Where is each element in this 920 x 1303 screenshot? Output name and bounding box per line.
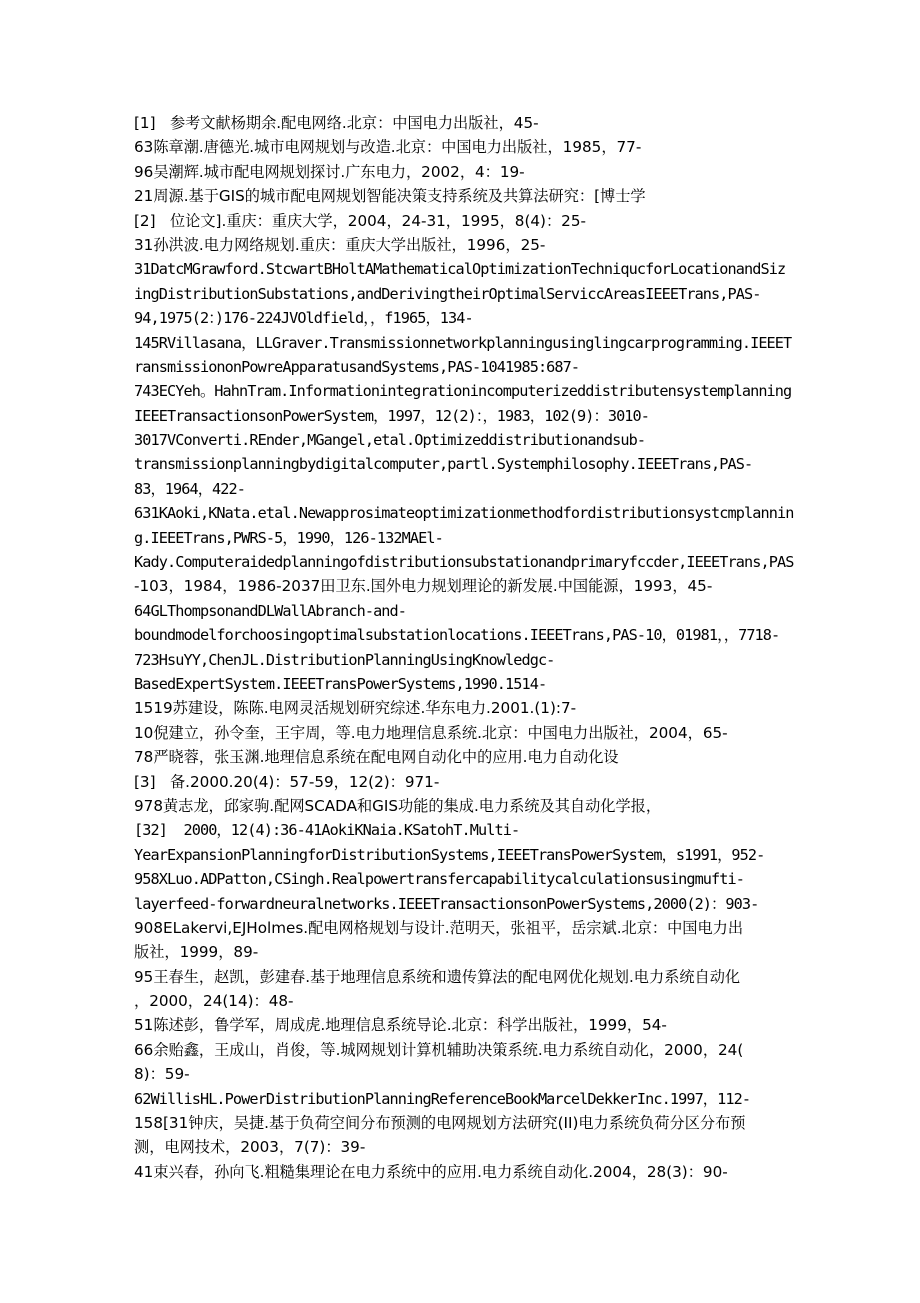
reference-line: 63陈章潮.唐德光.城市电网规划与改造.北京：中国电力出版社，1985，77- [134, 138, 642, 157]
reference-line: 3017VConverti.REnder,MGangel,etal.Optimizeddistributionandsub- [134, 431, 646, 450]
reference-line: [2] 位论文].重庆：重庆大学，2004，24-31，1995，8(4)：25- [134, 211, 586, 230]
reference-line: 21周源.基于GIS的城市配电网规划智能决策支持系统及共算法研究：[博士学 [134, 187, 646, 206]
reference-line: 83，1964，422- [134, 479, 246, 498]
reference-line: [1] 参考文献杨期余.配电网络.北京：中国电力出版社，45- [134, 114, 539, 132]
reference-line: 78严晓蓉，张玉渊.地理信息系统在配电网自动化中的应用.电力自动化设 [134, 748, 619, 767]
reference-line: layerfeed-forwardneuralnetworks.IEEETransactionsonPowerSystems,2000(2)：903- [134, 894, 759, 913]
reference-line: 978黄志龙，邱家驹.配网SCADA和GIS功能的集成.电力系统及其自动化学报， [134, 796, 662, 815]
reference-line: Kady.Computeraidedplanningofdistributionsubstationandprimaryfccder,IEEETrans,PAS [134, 553, 794, 572]
reference-line: 64GLThompsonandDLWallAbranch-and- [134, 601, 407, 620]
reference-line: YearExpansionPlanningforDistributionSystems,IEEETransPowerSystem，s1991，952- [134, 845, 765, 864]
reference-line: 版社，1999，89- [134, 943, 259, 962]
reference-line: ingDistributionSubstations,andDerivingtheirOptimalServiccAreasIEEETrans,PAS- [134, 284, 761, 303]
reference-line: 10倪建立，孙令奎，王宇周，等.电力地理信息系统.北京：中国电力出版社，2004，65- [134, 723, 728, 742]
reference-line: IEEETransactionsonPowerSystem，1997，12(2)：，1983，102(9)：3010- [134, 406, 650, 425]
reference-line: 631KAoki,KNata.etal.Newapprosimateoptimizationmethodfordistributionsystcmplannin [134, 504, 794, 523]
reference-line: 1519苏建设，陈陈.电网灵活规划研究综述.华东电力.2001.(1):7- [134, 699, 577, 718]
reference-line: 41束兴春，孙向飞.粗糙集理论在电力系统中的应用.电力系统自动化.2004，28(3)：90- [134, 1162, 728, 1181]
reference-line: 96吴潮辉.城市配电网规划探讨.广东电力，2002，4：19- [134, 162, 525, 181]
reference-line: transmissionplanningbydigitalcomputer,partl.Systemphilosophy.IEEETrans,PAS- [134, 455, 753, 474]
reference-line: BasedExpertSystem.IEEETransPowerSystems,1990.1514- [134, 674, 547, 693]
reference-line: 62WillisHL.PowerDistributionPlanningReferenceBookMarcelDekkerInc.1997，112- [134, 1089, 751, 1108]
reference-line: 158[31钟庆，吴捷.基于负荷空间分布预测的电网规划方法研究(II)电力系统负荷分区分布预 [134, 1114, 746, 1133]
reference-line: g.IEEETrans,PWRS-5，1990，126-132MAEl- [134, 528, 443, 547]
reference-line: [32] 2000，12(4):36-41AokiKNaia.KSatohT.Multi- [134, 821, 520, 840]
reference-line: 66余贻鑫，王成山，肖俊，等.城网规划计算机辅助决策系统.电力系统自动化，2000，24( [134, 1040, 744, 1059]
reference-line: 958XLuo.ADPatton,CSingh.Realpowertransfercapabilitycalculationsusingmufti- [134, 870, 745, 889]
reference-line: ransmissiononPowreApparatusandSystems,PAS-1041985:687- [134, 357, 580, 376]
reference-line: boundmodelforchoosingoptimalsubstationlocations.IEEETrans,PAS-10，01981，，7718- [134, 626, 780, 645]
reference-line: 95王春生，赵凯，彭建春.基于地理信息系统和遗传算法的配电网优化规划.电力系统自动化 [134, 967, 741, 986]
reference-line: -103，1984，1986-2037田卫东.国外电力规划理论的新发展.中国能源，1993，45- [134, 577, 713, 596]
reference-line: ，2000，24(14)：48- [134, 992, 294, 1011]
reference-line: 145RVillasana，LLGraver.Transmissionnetworkplanningusinglingcarprogramming.IEEET [134, 333, 792, 352]
reference-list [134, 111, 794, 1184]
reference-line: 31DatcMGrawford.StcwartBHoltAMathematicalOptimizationTechniqucforLocationandSiz [134, 260, 786, 279]
reference-line: 31孙洪波.电力网络规划.重庆：重庆大学出版社，1996，25- [134, 235, 546, 254]
reference-line: 51陈述彭，鲁学军，周成虎.地理信息系统导论.北京：科学出版社，1999，54- [134, 1016, 667, 1035]
reference-line: 测，电网技术，2003，7(7)：39- [134, 1138, 366, 1157]
reference-line: [3] 备.2000.20(4)：57-59，12(2)：971- [134, 772, 440, 791]
reference-line: 94,1975(2：)176-224JVOldfield，，f1965，134- [134, 309, 473, 328]
reference-line: 743ECYeh。HahnTram.Informationintegrationincomputerizeddistributensystemplanning [134, 382, 792, 401]
reference-line: 908ELakervi,EJHolmes.配电网格规划与设计.范明天，张祖平，岳宗斌.北京：中国电力出 [134, 918, 744, 937]
reference-line: 723HsuYY,ChenJL.DistributionPlanningUsingKnowledgc- [134, 650, 555, 669]
reference-line: 8)：59- [134, 1065, 190, 1084]
